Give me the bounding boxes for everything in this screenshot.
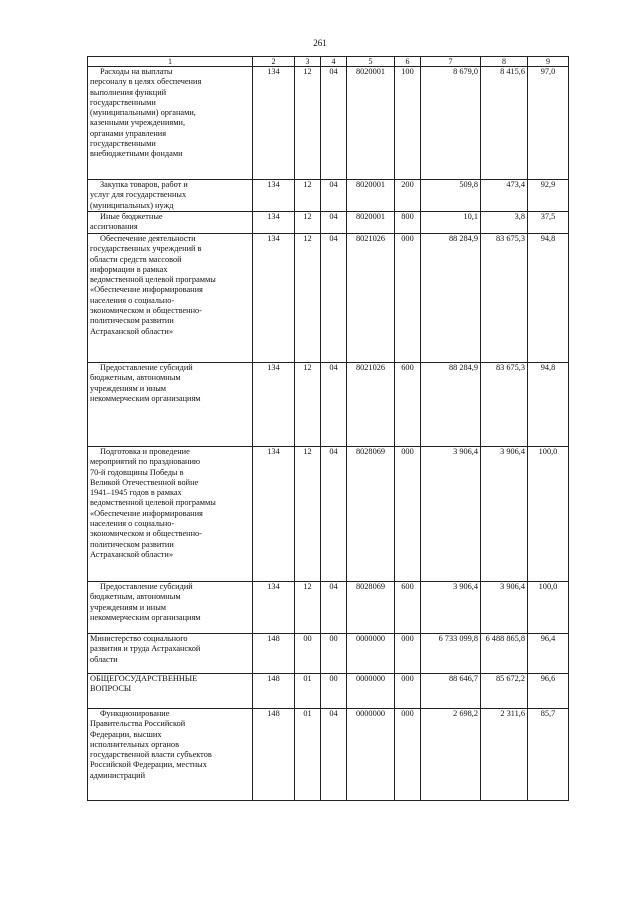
table-row (88, 363, 569, 447)
column-header: 8 (481, 57, 528, 67)
actual-amount-cell: 3 906,4 (481, 582, 528, 634)
row-name-line: ОБЩЕГОСУДАРСТВЕННЫЕ (90, 674, 198, 683)
code-cell: 134 (253, 447, 295, 582)
table-row (88, 180, 569, 212)
row-name-line: Российской Федерации, местных (90, 760, 207, 770)
target-article-cell: 0000000 (347, 634, 395, 674)
target-article-cell: 8021026 (347, 363, 395, 447)
row-name-line: информации в рамках (90, 264, 168, 274)
code-cell: 148 (253, 634, 295, 674)
row-name-line: Функционирование (100, 709, 170, 718)
expense-type-cell: 200 (395, 180, 421, 212)
percent-cell: 100,0 (528, 447, 569, 582)
row-name-line: ВОПРОСЫ (90, 684, 132, 694)
row-name-line: населения о социально- (90, 295, 175, 305)
row-name-line: выполнения функций (90, 87, 167, 97)
row-name-line: Предоставление субсидий (100, 363, 193, 372)
target-article-cell: 8021026 (347, 234, 395, 363)
actual-amount-cell: 6 488 865,8 (481, 634, 528, 674)
row-name-line: «Обеспечение информирования (90, 508, 203, 518)
row-name-line: Расходы на выплаты (100, 67, 173, 76)
actual-amount-cell: 83 675,3 (481, 234, 528, 363)
expense-type-cell: 000 (395, 447, 421, 582)
actual-amount-cell: 83 675,3 (481, 363, 528, 447)
section-cell: 12 (295, 180, 321, 212)
row-name-line: услуг для государственных (90, 190, 187, 200)
row-name-line: бюджетным, автономным (90, 373, 181, 383)
section-cell: 12 (295, 447, 321, 582)
row-name-line: (муниципальными) органами, (90, 108, 196, 118)
target-article-cell: 8028069 (347, 447, 395, 582)
row-name-line: «Обеспечение информирования (90, 285, 203, 295)
percent-cell: 85,7 (528, 709, 569, 801)
actual-amount-cell: 3,8 (481, 212, 528, 234)
row-name-line: Великой Отечественной войне (90, 477, 199, 487)
table-row (88, 709, 569, 801)
row-name-line: государственной власти субъектов (90, 750, 212, 760)
subsection-cell: 00 (321, 634, 347, 674)
code-cell: 148 (253, 674, 295, 709)
row-name-cell (88, 363, 253, 447)
column-header: 9 (528, 57, 569, 67)
percent-cell: 37,5 (528, 212, 569, 234)
row-name-line: государственных учреждений в (90, 244, 202, 254)
expense-type-cell: 100 (395, 67, 421, 180)
row-name-line: 70-й годовщины Победы в (90, 467, 184, 477)
percent-cell: 100,0 (528, 582, 569, 634)
actual-amount-cell: 3 906,4 (481, 447, 528, 582)
budget-table (87, 56, 569, 801)
table-row (88, 674, 569, 709)
expense-type-cell: 000 (395, 634, 421, 674)
row-name-line: Астраханской области» (90, 549, 174, 559)
row-name-cell (88, 212, 253, 234)
row-name-line: развития и труда Астраханской (90, 644, 201, 654)
section-cell: 01 (295, 674, 321, 709)
planned-amount-cell: 88 284,9 (421, 234, 481, 363)
planned-amount-cell: 509,8 (421, 180, 481, 212)
target-article-cell: 0000000 (347, 709, 395, 801)
expense-type-cell: 000 (395, 674, 421, 709)
row-name-line: населения о социально- (90, 519, 175, 529)
code-cell: 134 (253, 212, 295, 234)
target-article-cell: 8020001 (347, 180, 395, 212)
row-name-line: бюджетным, автономным (90, 592, 181, 602)
target-article-cell: 8028069 (347, 582, 395, 634)
expense-type-cell: 800 (395, 212, 421, 234)
table-row (88, 447, 569, 582)
subsection-cell: 04 (321, 234, 347, 363)
percent-cell: 94,8 (528, 234, 569, 363)
code-cell: 134 (253, 67, 295, 180)
percent-cell: 97,0 (528, 67, 569, 180)
table-row (88, 67, 569, 180)
row-name-line: Обеспечение деятельности (100, 234, 196, 243)
row-name-cell (88, 180, 253, 212)
percent-cell: 96,4 (528, 634, 569, 674)
row-name-line: области (90, 654, 118, 664)
row-name-line: Федерации, высших (90, 729, 162, 739)
row-name-line: политическом развитии (90, 539, 174, 549)
row-name-line: 1941–1945 годов в рамках (90, 488, 182, 498)
row-name-line: некоммерческим организациям (90, 612, 201, 622)
code-cell: 148 (253, 709, 295, 801)
row-name-line: Правительства Российской (90, 719, 186, 729)
planned-amount-cell: 10,1 (421, 212, 481, 234)
code-cell: 134 (253, 582, 295, 634)
section-cell: 12 (295, 363, 321, 447)
subsection-cell: 04 (321, 582, 347, 634)
expense-type-cell: 000 (395, 709, 421, 801)
row-name-line: Закупка товаров, работ и (100, 180, 188, 189)
row-name-cell (88, 709, 253, 801)
section-cell: 00 (295, 634, 321, 674)
actual-amount-cell: 8 415,6 (481, 67, 528, 180)
row-name-line: персоналу в целях обеспечения (90, 77, 202, 87)
subsection-cell: 04 (321, 212, 347, 234)
code-cell: 134 (253, 363, 295, 447)
row-name-line: исполнительных органов (90, 739, 179, 749)
row-name-line: ведомственной целевой программы (90, 498, 216, 508)
actual-amount-cell: 85 672,2 (481, 674, 528, 709)
section-cell: 12 (295, 67, 321, 180)
expense-type-cell: 600 (395, 582, 421, 634)
section-cell: 12 (295, 212, 321, 234)
row-name-line: учреждениям и иным (90, 602, 167, 612)
row-name-line: учреждениям и иным (90, 383, 167, 393)
section-cell: 01 (295, 709, 321, 801)
row-name-line: внебюджетными фондами (90, 149, 183, 159)
table-row (88, 634, 569, 674)
target-article-cell: 0000000 (347, 674, 395, 709)
row-name-cell (88, 234, 253, 363)
planned-amount-cell: 3 906,4 (421, 582, 481, 634)
subsection-cell: 04 (321, 709, 347, 801)
target-article-cell: 8020001 (347, 67, 395, 180)
row-name-line: Астраханской области» (90, 326, 174, 336)
row-name-cell (88, 634, 253, 674)
row-name-line: государственными (90, 139, 156, 149)
row-name-line: области средств массовой (90, 254, 182, 264)
row-name-line: (муниципальных) нужд (90, 200, 174, 210)
planned-amount-cell: 88 646,7 (421, 674, 481, 709)
table-row (88, 582, 569, 634)
column-header: 3 (295, 57, 321, 67)
section-cell: 12 (295, 234, 321, 363)
subsection-cell: 04 (321, 67, 347, 180)
row-name-line: администраций (90, 770, 146, 780)
row-name-cell (88, 582, 253, 634)
subsection-cell: 04 (321, 447, 347, 582)
table-row (88, 234, 569, 363)
subsection-cell: 04 (321, 363, 347, 447)
percent-cell: 96,6 (528, 674, 569, 709)
expense-type-cell: 600 (395, 363, 421, 447)
row-name-line: некоммерческим организациям (90, 393, 201, 403)
table-row (88, 212, 569, 234)
column-header: 7 (421, 57, 481, 67)
planned-amount-cell: 88 284,9 (421, 363, 481, 447)
planned-amount-cell: 2 698,2 (421, 709, 481, 801)
column-header: 1 (88, 57, 253, 67)
percent-cell: 92,9 (528, 180, 569, 212)
row-name-line: казенными учреждениями, (90, 118, 186, 128)
row-name-line: ведомственной целевой программы (90, 275, 216, 285)
row-name-line: ассигнования (90, 222, 138, 232)
row-name-line: мероприятий по празднованию (90, 457, 201, 467)
code-cell: 134 (253, 180, 295, 212)
column-header: 4 (321, 57, 347, 67)
column-header: 5 (347, 57, 395, 67)
percent-cell: 94,8 (528, 363, 569, 447)
row-name-line: политическом развитии (90, 316, 174, 326)
column-header: 2 (253, 57, 295, 67)
planned-amount-cell: 8 679,0 (421, 67, 481, 180)
section-cell: 12 (295, 582, 321, 634)
row-name-line: органами управления (90, 128, 167, 138)
row-name-cell (88, 674, 253, 709)
row-name-line: Предоставление субсидий (100, 582, 193, 591)
row-name-line: Министерство социального (90, 634, 188, 643)
code-cell: 134 (253, 234, 295, 363)
subsection-cell: 04 (321, 180, 347, 212)
page-number: 261 (313, 38, 327, 48)
row-name-line: Иные бюджетные (100, 212, 163, 221)
row-name-line: экономическом и общественно- (90, 306, 202, 316)
actual-amount-cell: 2 311,6 (481, 709, 528, 801)
row-name-line: экономическом и общественно- (90, 529, 202, 539)
actual-amount-cell: 473,4 (481, 180, 528, 212)
header-row (88, 57, 569, 67)
row-name-cell (88, 67, 253, 180)
subsection-cell: 00 (321, 674, 347, 709)
row-name-line: государственными (90, 97, 156, 107)
row-name-cell (88, 447, 253, 582)
planned-amount-cell: 6 733 099,8 (421, 634, 481, 674)
planned-amount-cell: 3 906,4 (421, 447, 481, 582)
expense-type-cell: 000 (395, 234, 421, 363)
column-header: 6 (395, 57, 421, 67)
row-name-line: Подготовка и проведение (100, 447, 190, 456)
target-article-cell: 8020001 (347, 212, 395, 234)
